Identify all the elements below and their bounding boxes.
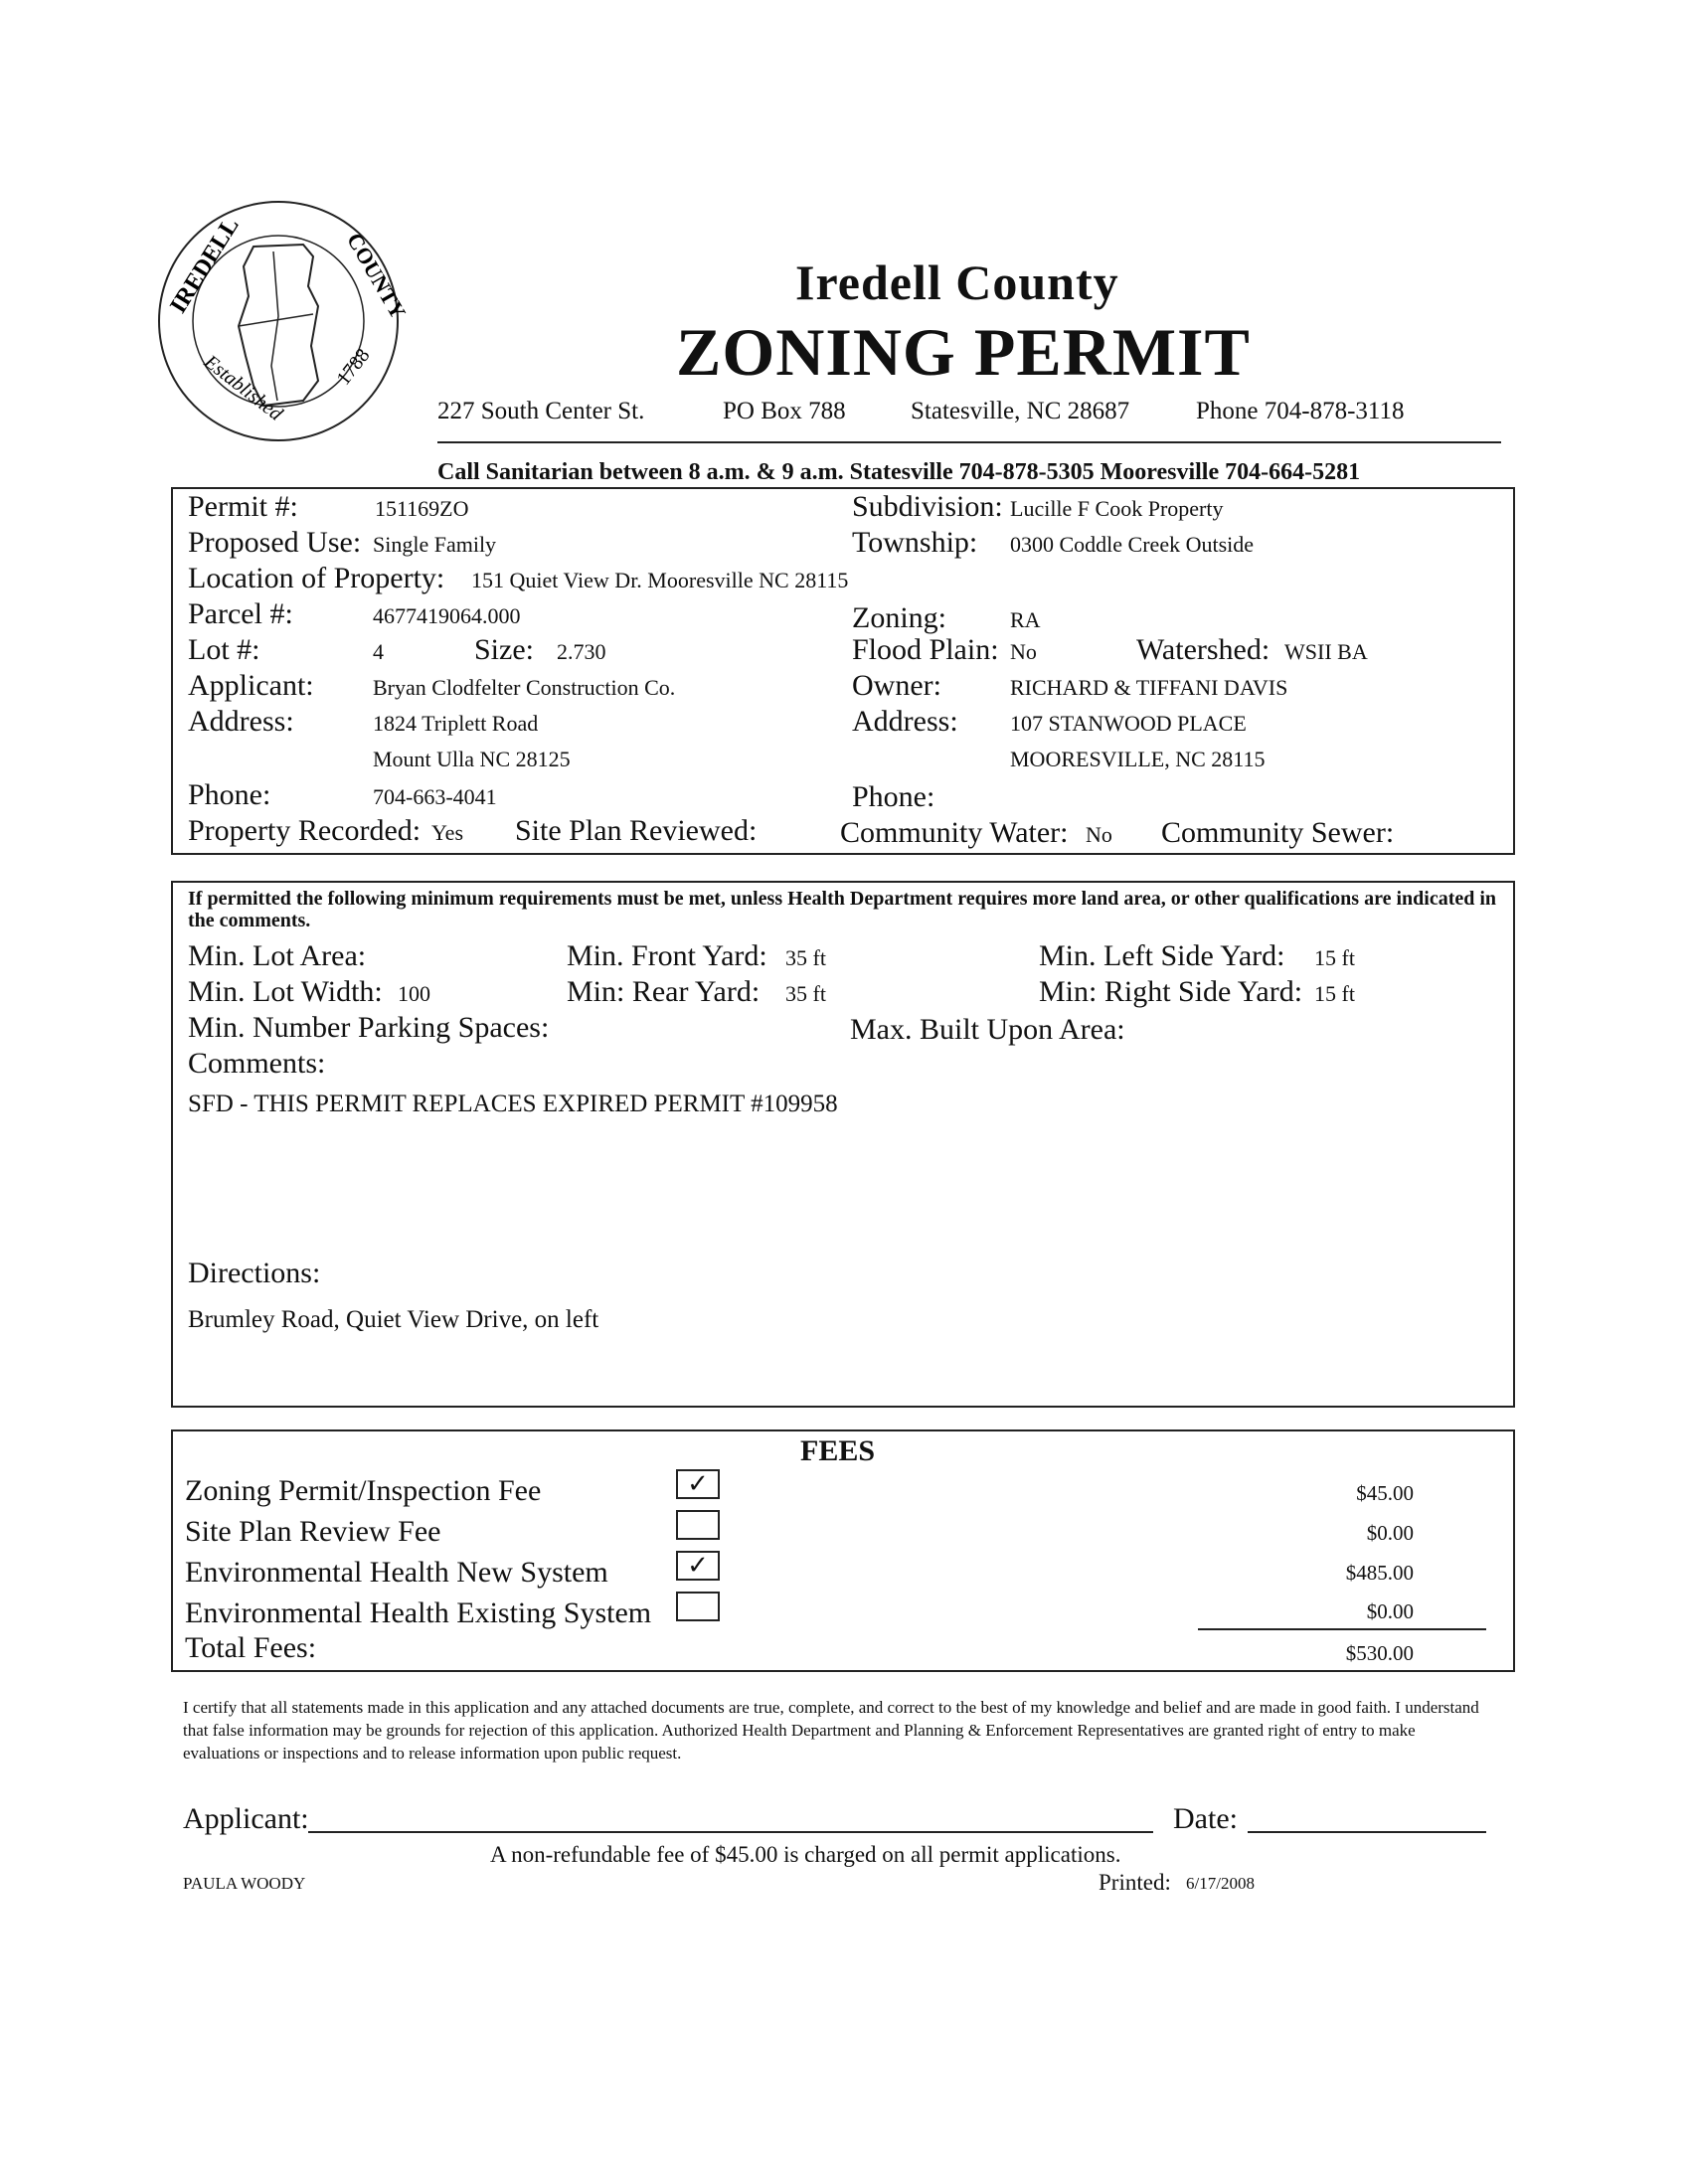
fee-checkbox-zoning[interactable]: ✓	[676, 1469, 720, 1499]
applicant-address-line1: 1824 Triplett Road	[373, 711, 539, 736]
seal-right-text: COUNTY	[342, 228, 412, 323]
zoning-value: RA	[1010, 607, 1041, 632]
page-title: ZONING PERMIT	[676, 314, 1251, 390]
property-recorded-label: Property Recorded:	[188, 814, 422, 847]
date-line[interactable]	[1248, 1831, 1486, 1833]
applicant-signature-line[interactable]	[308, 1831, 1153, 1833]
fee-label-zoning: Zoning Permit/Inspection Fee	[185, 1474, 542, 1507]
owner-phone-label: Phone:	[852, 780, 935, 813]
date-label: Date:	[1173, 1802, 1238, 1835]
fee-amount-env-existing: $0.00	[1366, 1599, 1414, 1623]
total-fees-value: $530.00	[1345, 1641, 1414, 1665]
township-label: Township:	[852, 526, 978, 559]
fee-amount-env-new: $485.00	[1345, 1561, 1414, 1585]
office-city: Statesville, NC 28687	[911, 398, 1130, 424]
size-label: Size:	[474, 633, 534, 666]
owner-address-line2: MOORESVILLE, NC 28115	[1010, 747, 1266, 771]
applicant-label: Applicant:	[188, 669, 314, 702]
max-built-upon-label: Max. Built Upon Area:	[850, 1013, 1125, 1046]
fees-title: FEES	[800, 1434, 876, 1467]
min-left-side-yard-value: 15 ft	[1314, 945, 1355, 970]
seal-year-text: 1788	[332, 344, 375, 390]
location-label: Location of Property:	[188, 562, 445, 594]
watershed-label: Watershed:	[1136, 633, 1270, 666]
county-name: Iredell County	[795, 254, 1119, 310]
applicant-signature-label: Applicant:	[183, 1802, 309, 1835]
office-po-box: PO Box 788	[723, 398, 846, 424]
min-left-side-yard-label: Min. Left Side Yard:	[1039, 939, 1285, 972]
certification-text: I certify that all statements made in this application and any attached documents are true, complete, and correct to the best of my knowledge and belief and are made in good faith. I understand that false information may be grounds for rejection of this application. Authorized Health Department and Planning & Enforcement Representatives are granted right of entry to make evaluations or inspections and to release information upon public request.	[183, 1698, 1479, 1763]
fees-subtotal-rule	[1198, 1628, 1486, 1630]
sanitarian-notice: Call Sanitarian between 8 a.m. & 9 a.m. Statesville 704-878-5305 Mooresville 704-664-5281	[437, 459, 1361, 485]
min-lot-width-label: Min. Lot Width:	[188, 975, 383, 1008]
community-water-label: Community Water:	[840, 816, 1069, 849]
fee-label-env-existing: Environmental Health Existing System	[185, 1596, 652, 1629]
min-right-side-yard-label: Min: Right Side Yard:	[1039, 975, 1303, 1008]
fee-checkbox-env-new[interactable]: ✓	[676, 1551, 720, 1581]
permit-number-value: 151169ZO	[375, 496, 469, 521]
owner-address-label: Address:	[852, 705, 958, 738]
applicant-address-label: Address:	[188, 705, 294, 738]
applicant-value: Bryan Clodfelter Construction Co.	[373, 675, 676, 700]
nonrefundable-notice: A non-refundable fee of $45.00 is charged on all permit applications.	[490, 1842, 1121, 1867]
lot-value: 4	[373, 639, 384, 664]
min-rear-yard-value: 35 ft	[785, 981, 826, 1006]
requirements-note: If permitted the following minimum requirements must be met, unless Health Department requires more land area, or other qualifications are indicated in the comments.	[188, 888, 1497, 931]
directions-value: Brumley Road, Quiet View Drive, on left	[188, 1306, 599, 1333]
parcel-label: Parcel #:	[188, 597, 293, 630]
min-right-side-yard-value: 15 ft	[1314, 981, 1355, 1006]
min-front-yard-value: 35 ft	[785, 945, 826, 970]
flood-plain-value: No	[1010, 639, 1037, 664]
proposed-use-value: Single Family	[373, 532, 497, 557]
owner-value: RICHARD & TIFFANI DAVIS	[1010, 675, 1288, 700]
fee-label-site-plan: Site Plan Review Fee	[185, 1515, 441, 1548]
applicant-phone-value: 704-663-4041	[373, 784, 497, 809]
lot-label: Lot #:	[188, 633, 260, 666]
subdivision-value: Lucille F Cook Property	[1010, 496, 1224, 521]
min-lot-width-value: 100	[398, 981, 430, 1006]
header-divider	[437, 441, 1501, 443]
fee-checkbox-env-existing[interactable]	[676, 1592, 720, 1621]
total-fees-label: Total Fees:	[185, 1631, 317, 1664]
county-seal	[154, 197, 412, 445]
site-plan-reviewed-label: Site Plan Reviewed:	[515, 814, 758, 847]
community-water-value: No	[1086, 822, 1112, 847]
comments-value: SFD - THIS PERMIT REPLACES EXPIRED PERMIT #109958	[188, 1091, 838, 1117]
location-value: 151 Quiet View Dr. Mooresville NC 28115	[471, 568, 849, 592]
proposed-use-label: Proposed Use:	[188, 526, 362, 559]
flood-plain-label: Flood Plain:	[852, 633, 999, 666]
community-sewer-label: Community Sewer:	[1161, 816, 1395, 849]
size-value: 2.730	[557, 639, 606, 664]
permit-number-label: Permit #:	[188, 490, 298, 523]
fee-amount-site-plan: $0.00	[1366, 1521, 1414, 1545]
printed-date: 6/17/2008	[1186, 1874, 1255, 1893]
office-street: 227 South Center St.	[437, 398, 645, 424]
min-front-yard-label: Min. Front Yard:	[567, 939, 767, 972]
parcel-value: 4677419064.000	[373, 603, 521, 628]
directions-label: Directions:	[188, 1257, 321, 1289]
comments-label: Comments:	[188, 1047, 326, 1080]
applicant-address-line2: Mount Ulla NC 28125	[373, 747, 571, 771]
zoning-label: Zoning:	[852, 601, 946, 634]
min-parking-label: Min. Number Parking Spaces:	[188, 1011, 550, 1044]
owner-label: Owner:	[852, 669, 941, 702]
fee-checkbox-site-plan[interactable]	[676, 1510, 720, 1540]
property-recorded-value: Yes	[431, 820, 464, 845]
owner-address-line1: 107 STANWOOD PLACE	[1010, 711, 1247, 736]
printed-label: Printed:	[1099, 1870, 1171, 1895]
min-rear-yard-label: Min: Rear Yard:	[567, 975, 761, 1008]
office-phone: Phone 704-878-3118	[1196, 398, 1405, 424]
staff-name: PAULA WOODY	[183, 1874, 306, 1893]
subdivision-label: Subdivision:	[852, 490, 1003, 523]
township-value: 0300 Coddle Creek Outside	[1010, 532, 1255, 557]
seal-top-text: IREDELL	[165, 213, 245, 318]
fee-label-env-new: Environmental Health New System	[185, 1556, 608, 1589]
fee-amount-zoning: $45.00	[1356, 1481, 1414, 1505]
seal-established-text: Established	[200, 350, 287, 425]
watershed-value: WSII BA	[1284, 639, 1368, 664]
min-lot-area-label: Min. Lot Area:	[188, 939, 367, 972]
applicant-phone-label: Phone:	[188, 778, 271, 811]
